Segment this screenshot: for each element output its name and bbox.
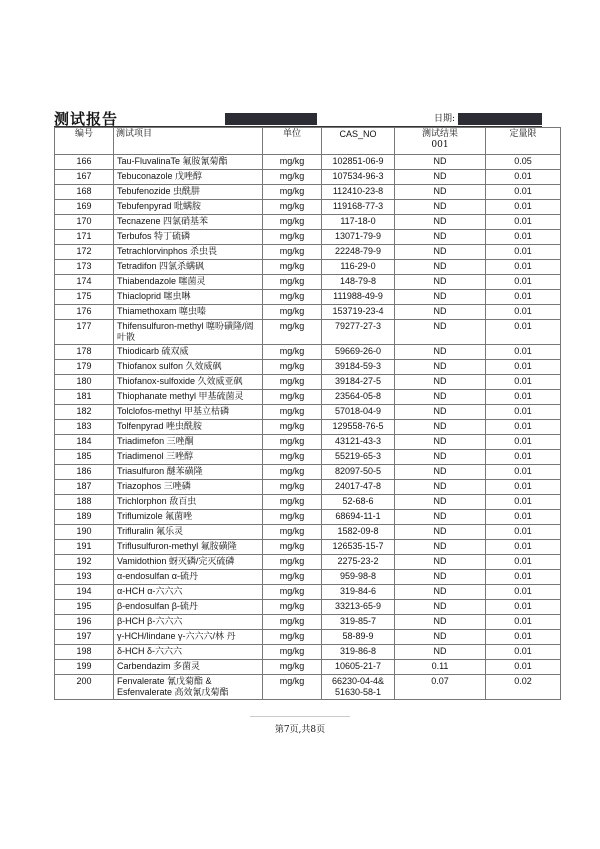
cell-item: α-endosulfan α-硫丹 bbox=[114, 570, 263, 585]
table-row bbox=[55, 375, 561, 390]
cell-limit: 0.01 bbox=[486, 200, 561, 215]
cell-unit: mg/kg bbox=[263, 420, 322, 435]
cell-no: 181 bbox=[55, 390, 114, 405]
cell-limit: 0.01 bbox=[486, 450, 561, 465]
cell-no: 170 bbox=[55, 215, 114, 230]
cell-limit: 0.01 bbox=[486, 290, 561, 305]
cell-cas: 39184-59-3 bbox=[322, 360, 395, 375]
cell-no: 199 bbox=[55, 660, 114, 675]
cell-item: Tebuconazole 戊唑醇 bbox=[114, 170, 263, 185]
cell-item: β-HCH β-六六六 bbox=[114, 615, 263, 630]
cell-limit: 0.01 bbox=[486, 480, 561, 495]
cell-limit: 0.01 bbox=[486, 230, 561, 245]
table-row bbox=[55, 615, 561, 630]
cell-cas: 24017-47-8 bbox=[322, 480, 395, 495]
table-row bbox=[55, 630, 561, 645]
cell-limit: 0.01 bbox=[486, 275, 561, 290]
table-row bbox=[55, 230, 561, 245]
cell-no: 173 bbox=[55, 260, 114, 275]
cell-unit: mg/kg bbox=[263, 540, 322, 555]
cell-cas: 79277-27-3 bbox=[322, 320, 395, 345]
cell-unit: mg/kg bbox=[263, 345, 322, 360]
cell-item: Thiofanox-sulfoxide 久效威亚砜 bbox=[114, 375, 263, 390]
col-header-limit: 定量限 bbox=[486, 128, 561, 155]
results-table bbox=[54, 127, 561, 700]
cell-no: 178 bbox=[55, 345, 114, 360]
cell-unit: mg/kg bbox=[263, 390, 322, 405]
cell-unit: mg/kg bbox=[263, 585, 322, 600]
cell-item: Triflusulfuron-methyl 氟胺磺隆 bbox=[114, 540, 263, 555]
cell-unit: mg/kg bbox=[263, 230, 322, 245]
cell-item: Thiophanate methyl 甲基硫菌灵 bbox=[114, 390, 263, 405]
cell-item: Tetradifon 四氯杀螨砜 bbox=[114, 260, 263, 275]
report-header bbox=[54, 108, 542, 126]
cell-limit: 0.01 bbox=[486, 570, 561, 585]
cell-no: 193 bbox=[55, 570, 114, 585]
cell-result: ND bbox=[395, 200, 486, 215]
cell-unit: mg/kg bbox=[263, 320, 322, 345]
cell-item: Triadimenol 三唑醇 bbox=[114, 450, 263, 465]
cell-no: 190 bbox=[55, 525, 114, 540]
cell-result: ND bbox=[395, 185, 486, 200]
cell-cas: 319-86-8 bbox=[322, 645, 395, 660]
cell-limit: 0.01 bbox=[486, 540, 561, 555]
cell-item: Tau-FluvalinaTe 氟胺氰菊酯 bbox=[114, 155, 263, 170]
cell-result: ND bbox=[395, 245, 486, 260]
cell-result: ND bbox=[395, 630, 486, 645]
col-header-item: 测试项目 bbox=[114, 128, 263, 155]
cell-cas: 39184-27-5 bbox=[322, 375, 395, 390]
cell-result: ND bbox=[395, 435, 486, 450]
cell-item: Thiodicarb 硫双威 bbox=[114, 345, 263, 360]
cell-unit: mg/kg bbox=[263, 260, 322, 275]
col-header-result-sample: 001 bbox=[431, 140, 449, 150]
cell-no: 180 bbox=[55, 375, 114, 390]
cell-no: 189 bbox=[55, 510, 114, 525]
cell-cas: 126535-15-7 bbox=[322, 540, 395, 555]
cell-no: 176 bbox=[55, 305, 114, 320]
table-row bbox=[55, 525, 561, 540]
cell-unit: mg/kg bbox=[263, 290, 322, 305]
cell-item: Vamidothion 蚜灭磷/完灭硫磷 bbox=[114, 555, 263, 570]
cell-result: ND bbox=[395, 510, 486, 525]
cell-cas: 102851-06-9 bbox=[322, 155, 395, 170]
cell-cas: 116-29-0 bbox=[322, 260, 395, 275]
table-header-row bbox=[55, 128, 561, 155]
cell-result: ND bbox=[395, 600, 486, 615]
cell-unit: mg/kg bbox=[263, 615, 322, 630]
col-header-cas: CAS_NO bbox=[322, 128, 395, 155]
page-number: 第7页,共8页 bbox=[274, 725, 326, 735]
cell-limit: 0.01 bbox=[486, 420, 561, 435]
cell-cas: 119168-77-3 bbox=[322, 200, 395, 215]
cell-result: ND bbox=[395, 555, 486, 570]
table-row bbox=[55, 155, 561, 170]
cell-result: ND bbox=[395, 540, 486, 555]
cell-item: Carbendazim 多菌灵 bbox=[114, 660, 263, 675]
cell-item: Tolclofos-methyl 甲基立枯磷 bbox=[114, 405, 263, 420]
table-row bbox=[55, 555, 561, 570]
cell-limit: 0.01 bbox=[486, 495, 561, 510]
cell-unit: mg/kg bbox=[263, 275, 322, 290]
cell-result: 0.07 bbox=[395, 675, 486, 700]
cell-cas: 23564-05-8 bbox=[322, 390, 395, 405]
cell-result: 0.11 bbox=[395, 660, 486, 675]
cell-no: 166 bbox=[55, 155, 114, 170]
col-header-no: 编号 bbox=[55, 128, 114, 155]
cell-cas: 319-85-7 bbox=[322, 615, 395, 630]
cell-unit: mg/kg bbox=[263, 555, 322, 570]
cell-no: 194 bbox=[55, 585, 114, 600]
cell-no: 187 bbox=[55, 480, 114, 495]
cell-item: Tolfenpyrad 唑虫酰胺 bbox=[114, 420, 263, 435]
table-row bbox=[55, 305, 561, 320]
table-row bbox=[55, 420, 561, 435]
cell-result: ND bbox=[395, 645, 486, 660]
cell-item: Tetrachlorvinphos 杀虫畏 bbox=[114, 245, 263, 260]
cell-result: ND bbox=[395, 230, 486, 245]
col-header-result bbox=[395, 128, 486, 155]
col-header-result-label: 测试结果 bbox=[421, 129, 458, 139]
cell-no: 195 bbox=[55, 600, 114, 615]
col-header-unit: 单位 bbox=[263, 128, 322, 155]
cell-no: 175 bbox=[55, 290, 114, 305]
table-row bbox=[55, 570, 561, 585]
cell-no: 197 bbox=[55, 630, 114, 645]
cell-limit: 0.01 bbox=[486, 435, 561, 450]
cell-limit: 0.05 bbox=[486, 155, 561, 170]
redacted-block bbox=[225, 113, 317, 125]
table-row bbox=[55, 200, 561, 215]
cell-unit: mg/kg bbox=[263, 245, 322, 260]
cell-item: Thiacloprid 噻虫啉 bbox=[114, 290, 263, 305]
table-row bbox=[55, 320, 561, 345]
redacted-date bbox=[458, 113, 542, 125]
cell-result: ND bbox=[395, 420, 486, 435]
table-row bbox=[55, 360, 561, 375]
cell-cas: 66230-04-4& 51630-58-1 bbox=[322, 675, 395, 700]
cell-no: 174 bbox=[55, 275, 114, 290]
cell-no: 192 bbox=[55, 555, 114, 570]
table-row bbox=[55, 510, 561, 525]
cell-item: Terbufos 特丁硫磷 bbox=[114, 230, 263, 245]
cell-result: ND bbox=[395, 405, 486, 420]
table-row bbox=[55, 215, 561, 230]
cell-limit: 0.01 bbox=[486, 185, 561, 200]
report-title: 测试报告 bbox=[54, 110, 119, 128]
cell-unit: mg/kg bbox=[263, 200, 322, 215]
cell-limit: 0.01 bbox=[486, 320, 561, 345]
cell-cas: 43121-43-3 bbox=[322, 435, 395, 450]
cell-unit: mg/kg bbox=[263, 645, 322, 660]
cell-result: ND bbox=[395, 215, 486, 230]
cell-limit: 0.01 bbox=[486, 630, 561, 645]
cell-item: Thifensulfuron-methyl 噻吩磺隆/阔叶散 bbox=[114, 320, 263, 345]
cell-cas: 129558-76-5 bbox=[322, 420, 395, 435]
cell-result: ND bbox=[395, 305, 486, 320]
table-row bbox=[55, 645, 561, 660]
cell-limit: 0.01 bbox=[486, 305, 561, 320]
cell-limit: 0.01 bbox=[486, 585, 561, 600]
cell-item: Tebufenpyrad 吡螨胺 bbox=[114, 200, 263, 215]
table-body bbox=[55, 155, 561, 700]
cell-cas: 13071-79-9 bbox=[322, 230, 395, 245]
cell-limit: 0.01 bbox=[486, 660, 561, 675]
table-row bbox=[55, 600, 561, 615]
footer-rule bbox=[250, 716, 350, 717]
cell-result: ND bbox=[395, 320, 486, 345]
cell-no: 196 bbox=[55, 615, 114, 630]
cell-cas: 59669-26-0 bbox=[322, 345, 395, 360]
cell-unit: mg/kg bbox=[263, 305, 322, 320]
cell-item: δ-HCH δ-六六六 bbox=[114, 645, 263, 660]
table-row bbox=[55, 435, 561, 450]
cell-limit: 0.01 bbox=[486, 245, 561, 260]
cell-result: ND bbox=[395, 260, 486, 275]
cell-item: α-HCH α-六六六 bbox=[114, 585, 263, 600]
cell-item: Tecnazene 四氯硝基苯 bbox=[114, 215, 263, 230]
cell-result: ND bbox=[395, 480, 486, 495]
cell-result: ND bbox=[395, 345, 486, 360]
cell-no: 184 bbox=[55, 435, 114, 450]
cell-cas: 1582-09-8 bbox=[322, 525, 395, 540]
cell-no: 171 bbox=[55, 230, 114, 245]
cell-unit: mg/kg bbox=[263, 215, 322, 230]
cell-no: 186 bbox=[55, 465, 114, 480]
cell-cas: 33213-65-9 bbox=[322, 600, 395, 615]
cell-unit: mg/kg bbox=[263, 450, 322, 465]
cell-no: 185 bbox=[55, 450, 114, 465]
cell-cas: 112410-23-8 bbox=[322, 185, 395, 200]
date-label: 日期: bbox=[434, 114, 456, 124]
cell-unit: mg/kg bbox=[263, 600, 322, 615]
cell-cas: 68694-11-1 bbox=[322, 510, 395, 525]
cell-no: 167 bbox=[55, 170, 114, 185]
cell-item: Triazophos 三唑磷 bbox=[114, 480, 263, 495]
cell-unit: mg/kg bbox=[263, 185, 322, 200]
cell-unit: mg/kg bbox=[263, 465, 322, 480]
table-row bbox=[55, 405, 561, 420]
table-row bbox=[55, 585, 561, 600]
cell-unit: mg/kg bbox=[263, 480, 322, 495]
cell-result: ND bbox=[395, 360, 486, 375]
cell-cas: 58-89-9 bbox=[322, 630, 395, 645]
cell-cas: 148-79-8 bbox=[322, 275, 395, 290]
cell-limit: 0.01 bbox=[486, 375, 561, 390]
cell-cas: 55219-65-3 bbox=[322, 450, 395, 465]
cell-unit: mg/kg bbox=[263, 170, 322, 185]
cell-limit: 0.01 bbox=[486, 510, 561, 525]
cell-result: ND bbox=[395, 495, 486, 510]
cell-item: β-endosulfan β-硫丹 bbox=[114, 600, 263, 615]
cell-limit: 0.01 bbox=[486, 465, 561, 480]
table-row bbox=[55, 675, 561, 700]
cell-no: 191 bbox=[55, 540, 114, 555]
cell-no: 179 bbox=[55, 360, 114, 375]
cell-result: ND bbox=[395, 585, 486, 600]
cell-cas: 82097-50-5 bbox=[322, 465, 395, 480]
cell-no: 183 bbox=[55, 420, 114, 435]
cell-unit: mg/kg bbox=[263, 405, 322, 420]
table-row bbox=[55, 480, 561, 495]
cell-limit: 0.01 bbox=[486, 345, 561, 360]
cell-limit: 0.01 bbox=[486, 215, 561, 230]
cell-cas: 111988-49-9 bbox=[322, 290, 395, 305]
cell-no: 168 bbox=[55, 185, 114, 200]
cell-item: Fenvalerate 氰戊菊酯 & Esfenvalerate 高效氰戊菊酯 bbox=[114, 675, 263, 700]
cell-result: ND bbox=[395, 465, 486, 480]
table-row bbox=[55, 290, 561, 305]
cell-unit: mg/kg bbox=[263, 570, 322, 585]
cell-cas: 107534-96-3 bbox=[322, 170, 395, 185]
cell-item: Triadimefon 三唑酮 bbox=[114, 435, 263, 450]
cell-result: ND bbox=[395, 525, 486, 540]
cell-item: Tebufenozide 虫酰肼 bbox=[114, 185, 263, 200]
table-row bbox=[55, 660, 561, 675]
cell-result: ND bbox=[395, 290, 486, 305]
cell-result: ND bbox=[395, 615, 486, 630]
cell-item: Thiofanox sulfon 久效威砜 bbox=[114, 360, 263, 375]
cell-unit: mg/kg bbox=[263, 660, 322, 675]
cell-item: Thiabendazole 噻菌灵 bbox=[114, 275, 263, 290]
cell-no: 177 bbox=[55, 320, 114, 345]
cell-limit: 0.01 bbox=[486, 390, 561, 405]
cell-limit: 0.01 bbox=[486, 170, 561, 185]
cell-result: ND bbox=[395, 570, 486, 585]
cell-cas: 22248-79-9 bbox=[322, 245, 395, 260]
cell-unit: mg/kg bbox=[263, 435, 322, 450]
cell-unit: mg/kg bbox=[263, 675, 322, 700]
cell-no: 172 bbox=[55, 245, 114, 260]
cell-cas: 959-98-8 bbox=[322, 570, 395, 585]
table-row bbox=[55, 465, 561, 480]
cell-cas: 117-18-0 bbox=[322, 215, 395, 230]
cell-limit: 0.01 bbox=[486, 525, 561, 540]
cell-unit: mg/kg bbox=[263, 155, 322, 170]
cell-limit: 0.01 bbox=[486, 615, 561, 630]
cell-unit: mg/kg bbox=[263, 510, 322, 525]
table-row bbox=[55, 185, 561, 200]
cell-no: 188 bbox=[55, 495, 114, 510]
cell-result: ND bbox=[395, 375, 486, 390]
cell-result: ND bbox=[395, 390, 486, 405]
cell-limit: 0.01 bbox=[486, 600, 561, 615]
cell-unit: mg/kg bbox=[263, 360, 322, 375]
cell-limit: 0.01 bbox=[486, 260, 561, 275]
cell-limit: 0.01 bbox=[486, 645, 561, 660]
cell-item: Triasulfuron 醚苯磺隆 bbox=[114, 465, 263, 480]
cell-item: Trifluralin 氟乐灵 bbox=[114, 525, 263, 540]
cell-cas: 2275-23-2 bbox=[322, 555, 395, 570]
cell-cas: 52-68-6 bbox=[322, 495, 395, 510]
cell-cas: 319-84-6 bbox=[322, 585, 395, 600]
cell-item: Triflumizole 氟菌唑 bbox=[114, 510, 263, 525]
cell-limit: 0.02 bbox=[486, 675, 561, 700]
cell-limit: 0.01 bbox=[486, 360, 561, 375]
cell-unit: mg/kg bbox=[263, 525, 322, 540]
cell-unit: mg/kg bbox=[263, 495, 322, 510]
table-row bbox=[55, 170, 561, 185]
cell-cas: 153719-23-4 bbox=[322, 305, 395, 320]
cell-result: ND bbox=[395, 155, 486, 170]
cell-limit: 0.01 bbox=[486, 555, 561, 570]
cell-no: 182 bbox=[55, 405, 114, 420]
cell-unit: mg/kg bbox=[263, 375, 322, 390]
cell-result: ND bbox=[395, 170, 486, 185]
cell-no: 200 bbox=[55, 675, 114, 700]
cell-item: Trichlorphon 敌百虫 bbox=[114, 495, 263, 510]
cell-result: ND bbox=[395, 450, 486, 465]
cell-item: Thiamethoxam 噻虫嗪 bbox=[114, 305, 263, 320]
cell-cas: 10605-21-7 bbox=[322, 660, 395, 675]
table-row bbox=[55, 390, 561, 405]
table-row bbox=[55, 540, 561, 555]
cell-limit: 0.01 bbox=[486, 405, 561, 420]
cell-no: 169 bbox=[55, 200, 114, 215]
table-row bbox=[55, 450, 561, 465]
cell-cas: 57018-04-9 bbox=[322, 405, 395, 420]
cell-unit: mg/kg bbox=[263, 630, 322, 645]
table-row bbox=[55, 245, 561, 260]
table-row bbox=[55, 275, 561, 290]
table-row bbox=[55, 495, 561, 510]
cell-item: γ-HCH/lindane γ-六六六/林 丹 bbox=[114, 630, 263, 645]
table-row bbox=[55, 260, 561, 275]
cell-no: 198 bbox=[55, 645, 114, 660]
cell-result: ND bbox=[395, 275, 486, 290]
table-row bbox=[55, 345, 561, 360]
